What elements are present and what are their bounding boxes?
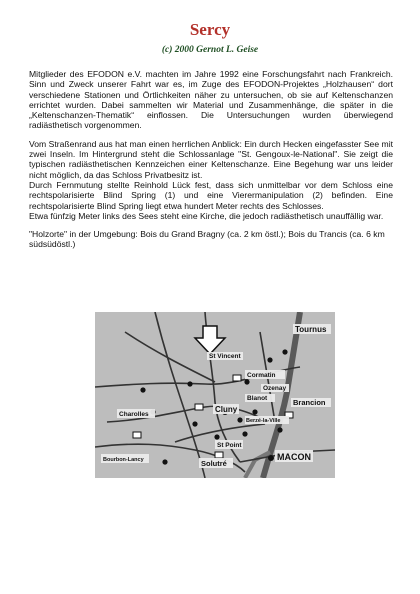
map-label-blanot: Blanot	[247, 395, 268, 402]
paragraph-description: Vom Straßenrand aus hat man einen herrlichen Anblick: Ein durch Hecken eingefasster See mit zwei Inseln. Im Hintergrund steht die Schlossanlage "St. Gengoux-le-National". Sie zeigt die typischen radiästhetischen Kennzeichen einer Keltenschanze. Eine Begehung war uns leider nicht möglich, da das Schloss Privatbesitz ist. Durch Fernmutung stellte Reinhold Lück fest, dass sich unmittelbar vor dem Schloss eine rechtspolarisierte Blind Spring (1) und eine Vierermanipulation (2) befinden. Eine rechtspolarisierte Blind Spring liegt etwa hundert Meter rechts des Schlosses. Etwa fünfzig Meter links des Sees steht eine Kirche, die jedoch radiästhetisch unauffällig war.	[29, 138, 393, 221]
paragraph-intro: Mitglieder des EFODON e.V. machten im Jahre 1992 eine Forschungsfahrt nach Frankreich. Sinn und Zweck unserer Fahrt war es, im Zuge des EFODON-Projektes „Holzhausen“ dort verschiedene Stationen und Örtlichkeiten näher zu untersuchen, ob sie auf Keltenschanzen errichtet wurden. Dabei sammelten wir Material und Zusammenhänge, die später in die „Keltenschanzen-Thematik“ einflossen. Die Untersuchungen wurden überwiegend radiästhetisch vorgenommen.	[29, 69, 393, 131]
map-label-berze: Berzé-la-Ville	[246, 418, 281, 424]
document-title: Sercy	[189, 20, 231, 39]
map-label-ozenay: Ozenay	[263, 385, 287, 392]
map-label-macon: MACON	[277, 452, 311, 462]
map-label-cluny: Cluny	[215, 405, 238, 414]
map-label-solutre: Solutré	[201, 459, 227, 468]
map-label-st-point: St Point	[217, 442, 242, 449]
author-byline: (c) 2000 Gernot L. Geise	[161, 45, 259, 55]
map-label-charolles: Charolles	[119, 411, 149, 418]
map-label-tournus: Tournus	[295, 325, 327, 334]
region-map	[95, 312, 335, 478]
paragraph-holzorte: "Holzorte" in der Umgebung: Bois du Grand Bragny (ca. 2 km östl.); Bois du Trancis (ca. 6 km südsüdöstl.)	[29, 229, 385, 250]
map-label-bourbon: Bourbon-Lancy	[103, 457, 144, 463]
article-body	[29, 69, 393, 258]
map-label-cormatin: Cormatin	[247, 372, 276, 379]
map-label-brancion: Brancion	[293, 398, 326, 407]
map-label-st-vincent: St Vincent	[209, 353, 241, 360]
